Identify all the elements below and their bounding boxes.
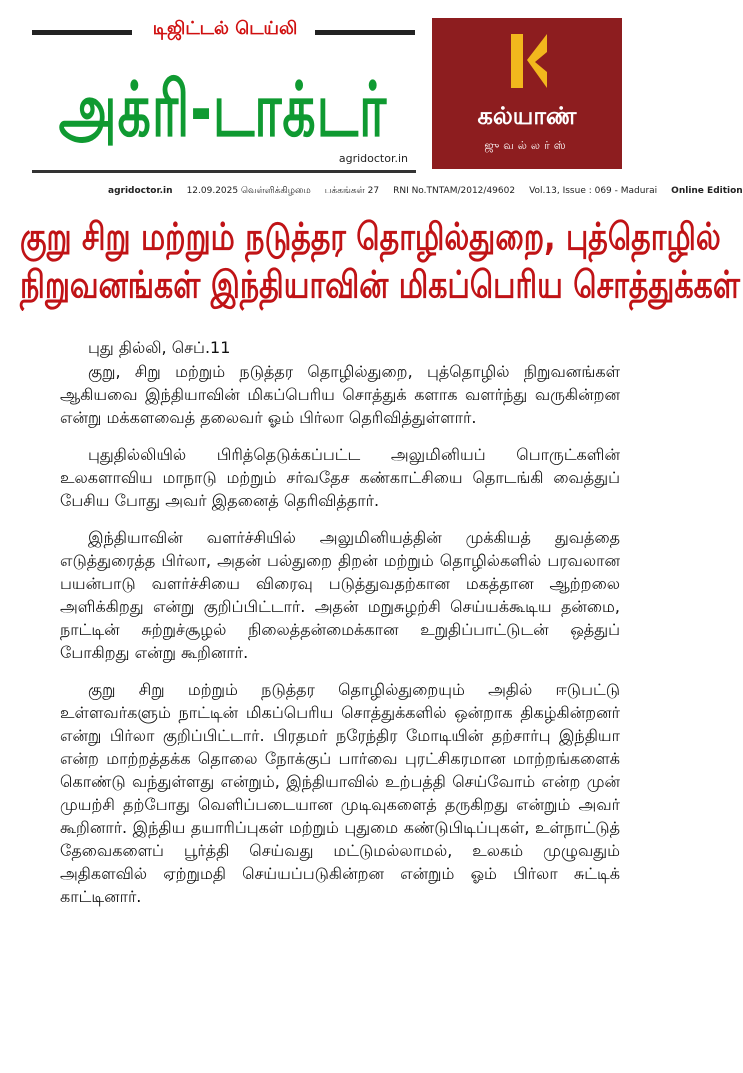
masthead-rule-left [32, 30, 132, 35]
edition-info-bar [108, 183, 743, 199]
article-headline [20, 214, 740, 310]
article-paragraph: இந்தியாவின் வளர்ச்சியில் அலுமினியத்தின் முக்கியத் துவத்தை எடுத்துரைத்த பிர்லா, அதன் பல்துறை திறன் மற்றும் தொழில்களில் பரவலான பயன்பாடு வளர்ச்சியை விரைவு படுத்துவதற்கான மகத்தான ஆற்றலை அளிக்கிறது என்று குறிப்பிட்டார். அதன் மறுசுழற்சி செய்யக்கூடிய தன்மை, நாட்டின் சுற்றுச்சூழல் நிலைத்தன்மைக்கான உறுதிப்பாட்டுடன் ஒத்துப் போகிறது என்று கூறினார். [60, 528, 620, 662]
info-rni: RNI No.TNTAM/2012/49602 [393, 186, 516, 196]
article-paragraph: புதுதில்லியில் பிரித்தெடுக்கப்பட்ட அலுமினியப் பொருட்களின் உலகளாவிய மாநாடு மற்றும் சர்வதேச கண்காட்சியை தொடங்கி வைத்துப் பேசிய போது அவர் இதனைத் தெரிவித்தார். [60, 445, 620, 510]
info-issue: Vol.13, Issue : 069 - Madurai [529, 186, 658, 196]
masthead-domain: agridoctor.in [338, 152, 408, 165]
advertisement-banner[interactable] [432, 18, 622, 169]
headline-line: குறு சிறு மற்றும் நடுத்தர தொழில்துறை, புத்தொழில் [20, 215, 721, 260]
newspaper-logo-text[interactable]: அக்ரி-டாக்டர் [58, 66, 388, 154]
info-pages: பக்கங்கள் 27 [324, 185, 380, 196]
article-body [60, 336, 620, 922]
headline-line: நிறுவனங்கள் இந்தியாவின் மிகப்பெரிய சொத்துக்கள் [20, 263, 740, 308]
info-date: 12.09.2025 வெள்ளிக்கிழமை [186, 185, 311, 196]
advertisement-tagline: ஜுவல்லர்ஸ் [484, 139, 570, 152]
masthead [0, 0, 743, 205]
kalyan-logo-icon [505, 32, 549, 90]
info-edition: Online Edition [671, 186, 743, 196]
article-dateline: புது தில்லி, செப்.11 [88, 338, 231, 357]
article-paragraph: குறு சிறு மற்றும் நடுத்தர தொழில்துறையும் அதில் ஈடுபட்டு உள்ளவர்களும் நாட்டின் மிகப்பெரிய சொத்துக்களில் ஒன்றாக திகழ்கின்றனர் என்று பிர்லா குறிப்பிட்டார். பிரதமர் நரேந்திர மோடியின் தற்சார்பு இந்தியா என்ற மாற்றத்தக்க தொலை நோக்குப் பார்வை புரட்சிகரமான மாற்றங்களைக் கொண்டு வந்துள்ளது என்றும், இந்தியாவில் உற்பத்தி செய்வோம் என்ற முன் முயற்சி தற்போது வெளிப்படையான முடிவுகளைத் தருகிறது என்றும் அவர் கூறினார். இந்திய தயாரிப்புகள் மற்றும் புதுமை கண்டுபிடிப்புகள், உள்நாட்டுத் தேவைகளைப் பூர்த்தி செய்வது மட்டுமல்லாமல், உலகம் முழுவதும் அதிகளவில் ஏற்றுமதி செய்யப்படுகின்றன என்றும் ஓம் பிர்லா சுட்டிக் காட்டினார். [60, 680, 620, 906]
info-site[interactable]: agridoctor.in [108, 186, 173, 196]
masthead-rule-right [315, 30, 415, 35]
advertisement-name: கல்யாண் [477, 102, 577, 130]
masthead-subtitle: டிஜிட்டல் டெய்லி [152, 18, 298, 39]
masthead-divider [32, 170, 416, 173]
article-paragraph: குறு, சிறு மற்றும் நடுத்தர தொழில்துறை, புத்தொழில் நிறுவனங்கள் ஆகியவை இந்தியாவின் மிகப்பெரிய சொத்துக் களாக வளர்ந்து வருகின்றன என்று மக்களவைத் தலைவர் ஓம் பிர்லா தெரிவித்துள்ளார். [60, 362, 620, 427]
